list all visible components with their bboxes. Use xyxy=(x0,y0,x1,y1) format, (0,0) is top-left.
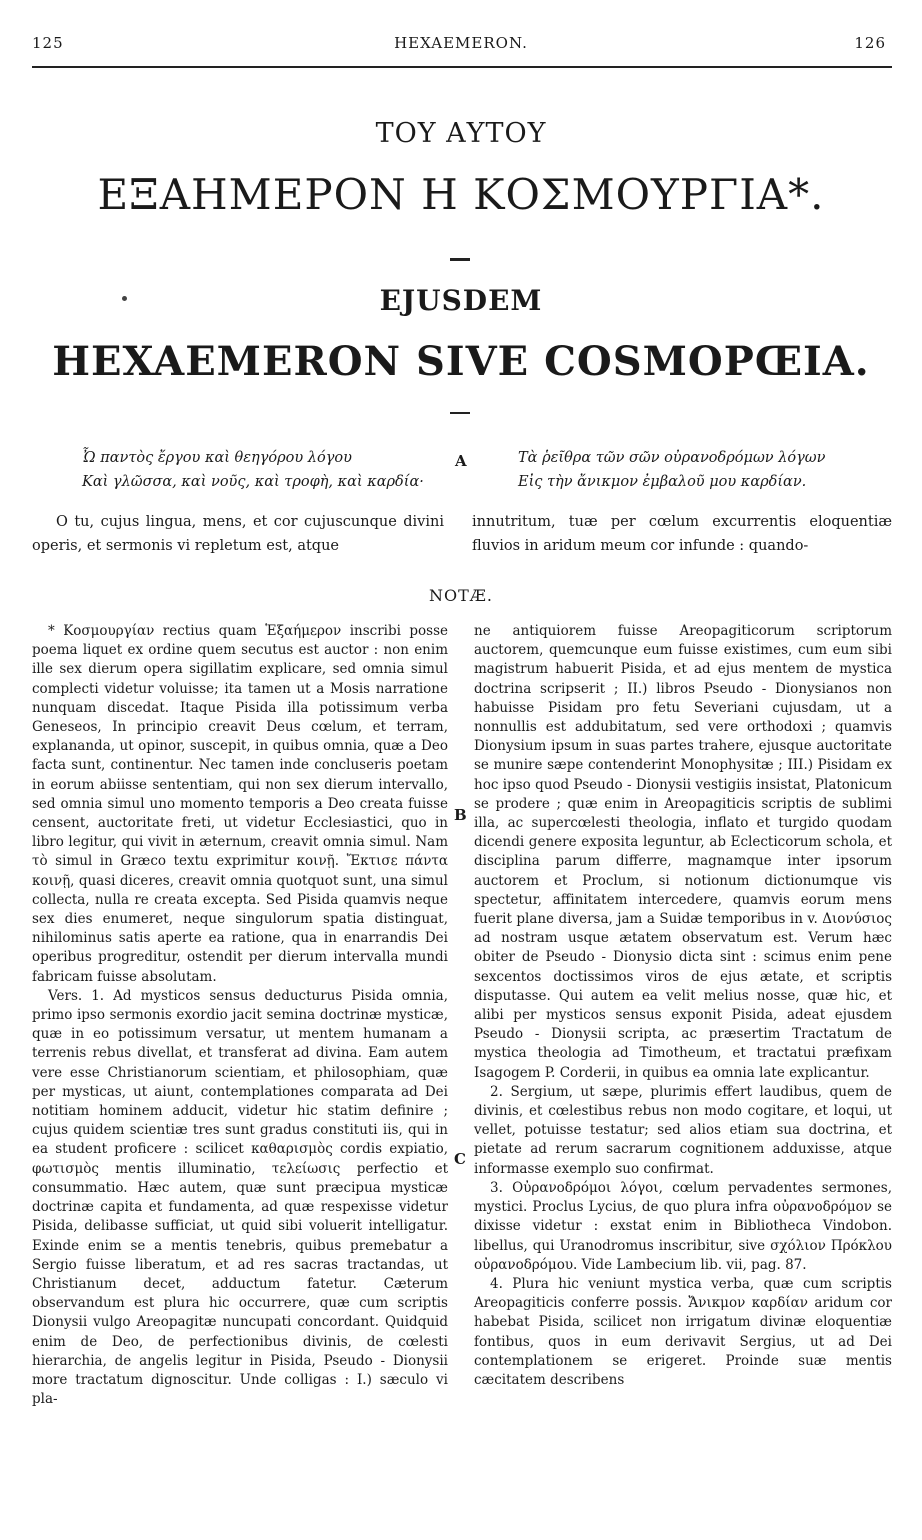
title-divider-2 xyxy=(450,412,470,414)
note-paragraph: Vers. 1. Ad mysticos sensus deducturus Pisida omnia, primo ipso sermonis exordio jacit semina doctrinæ mysticæ, quæ in eo potissimum versatur, ut mentem humanam a terrenis rebus divellat, et transferat ad divina. Eam autem vere esse Christianorum scientiam, et philosophiam, quæ per mysticas, ut aiunt, contemplationes comparata ad Dei notitiam hominem adducit, videtur hic statim definire ; cujus quidem scientiæ tres sunt gradus constituti iis, qui in ea student proficere : scilicet καθαρισμὸς cordis expiatio, φωτισμὸς mentis illuminatio, τελείωσις perfectio et consummatio. Hæc autem, quæ sunt præcipua mysticæ doctrinæ capita et fundamenta, ad quæ respexisse videtur Pisida, delibasse sufficiat, ut quid sibi voluerit intelligatur. Exinde enim se a mentis tenebris, quibus premebatur a Sergio fuisse liberatum, et ad res sacras tractandas, ut Christianum decet, adductum fatetur. Cæterum observandum est plura hic occurrere, quæ cum scriptis Dionysii vulgo Areopagitæ nuncupati concordant. Quidquid enim de Deo, de perfectionibus divinis, de cœlesti hierarchia, de angelis legitur in Pisida, Pseudo - Dionysii more tractatum dignoscitur. Unde colligas : I.) sæculo vi pla- xyxy=(32,987,448,1408)
greek-title-line2: ΕΞΑΗΜΕΡΟΝ Η ΚΟΣΜΟΥΡΓΙΑ*. xyxy=(97,170,825,219)
note-paragraph: 3. Οὐρανοδρόμοι λόγοι, cœlum pervadentes sermones, mystici. Proclus Lycius, de quo plura infra οὐρανοδρόμον se dixisse videtur : exstat enim in Bibliotheca Vindobon. libellus, qui Uranodromus inscribitur, sive σχόλιον Πρόκλου οὐρανοδρόμου. Vide Lambecium lib. vii, pag. 87. xyxy=(474,1179,892,1273)
notes-heading: NOTÆ. xyxy=(429,586,493,605)
greek-verse-right xyxy=(518,446,898,494)
latin-title-line1: EJUSDEM xyxy=(379,284,543,317)
margin-letter-b: B xyxy=(454,806,467,824)
margin-letter-c: C xyxy=(454,1150,466,1168)
greek-title-line1: ΤΟΥ ΑΥΤΟΥ xyxy=(375,118,547,149)
title-divider xyxy=(450,258,470,261)
page-number-left: 125 xyxy=(32,34,64,52)
latin-title-line2: HEXAEMERON SIVE COSMOPŒIA. xyxy=(52,338,870,385)
notes-column-right xyxy=(474,622,892,1390)
note-paragraph: * Κοσμουργίαν rectius quam Ἑξαήμερον inscribi posse poema liquet ex ordine quem secutus est auctor : non enim ille sex dierum opera sigillatim explicare, sed omnia simul complecti videtur voluisse; ita tamen ut a Mosis narratione nunquam discedat. Itaque Pisida illa potissimum verba Geneseos, In principio creavit Deus cœlum, et terram, explananda, ut opinor, suscepit, in quibus omnia, quæ a Deo facta sunt, continentur. Nec tamen inde concluseris poetam in eorum abiisse sententiam, qui non sex dierum intervallo, sed omnia simul uno momento temporis a Deo creata fuisse censent, auctoritate freti, ut videtur Ecclesiastici, quo in libro legitur, qui vivit in æternum, creavit omnia simul. Nam τὸ simul in Græco textu exprimitur κοινῇ. Ἔκτισε πάντα κοινῇ, quasi diceres, creavit omnia quotquot sunt, una simul collecta, nulla re creata excepta. Sed Pisida quamvis neque sex dies enumeret, neque singulorum spatia distinguat, nihilominus satis aperte ea ratione, qua in enarrandis Dei operibus progreditur, ostendit per dierum intervalla mundi fabricam fuisse absolutam. xyxy=(32,623,448,985)
running-header xyxy=(0,34,922,62)
note-paragraph: 4. Plura hic veniunt mystica verba, quæ cum scriptis Areopagiticis conferre possis. Ἄνικμον καρδίαν aridum cor habebat Pisida, scilicet non irrigatum divinæ eloquentiæ fontibus, quos in eum derivavit Sergius, ut ad Dei contemplationem se erigeret. Proinde suæ mentis cæcitatem describens xyxy=(474,1275,892,1388)
greek-verse-left xyxy=(82,446,462,494)
margin-letter-a: A xyxy=(455,452,467,470)
note-paragraph: ne antiquiorem fuisse Areopagiticorum scriptorum auctorem, quemcunque eum fuisse existimes, cum eum sibi magistrum habuerit Pisida, et ad ejus mentem de mystica doctrina scripserit ; II.) libros Pseudo - Dionysianos non habuisse Pisidam pro fetu Severiani cujusdam, ut a nonnullis est addubitatum, sed vere orthodoxi ; quamvis Dionysium ipsum in suas partes trahere, ejusque auctoritate se munire sæpe contenderint Monophysitæ ; III.) Pisidam ex hoc ipso quod Pseudo - Dionysii vestigiis insistat, Platonicum se prodere ; quæ enim in Areopagiticis scriptis de sublimi illa, ac supercœlesti theologia, inflato et turgido quodam dicendi genere exposita leguntur, ab Eclecticorum schola, et disciplina parum differre, magnamque inter ipsorum auctorem et Proclum, si notionum dictionumque vis spectetur, affinitatem intercedere, quamvis eorum mens fuerit plane diversa, jam a Suidæ temporibus in v. Διονύσιος ad nostram usque ætatem observatum est. Verum hæc obiter de Pseudo - Dionysio dicta sint : scimus enim pene sexcentos doctissimos viros de ejus ætate, et scriptis disputasse. Qui autem ea velit melius nosse, quæ hic, et alibi per mysticos sensus exponit Pisida, adeat ejusdem Pseudo - Dionysii scripta, ac præsertim Tractatum de mystica theologia ad Timotheum, et tractatui præfixam Isagogem P. Corderii, in quibus ea omnia late explicantur. xyxy=(474,623,892,1081)
verse-line: Τὰ ῥεῖθρα τῶν σῶν οὐρανοδρόμων λόγων xyxy=(518,450,826,466)
notes-column-left xyxy=(32,622,448,1409)
latin-translation-right: innutritum, tuæ per cœlum excurrentis eloquentiæ fluvios in aridum meum cor infunde : quando- xyxy=(472,514,892,554)
latin-translation-left: O tu, cujus lingua, mens, et cor cujuscunque divini operis, et sermonis vi repletum est, atque xyxy=(32,514,444,554)
page-number-right: 126 xyxy=(854,34,886,52)
running-title: HEXAEMERON. xyxy=(394,34,528,52)
note-paragraph: 2. Sergium, ut sæpe, plurimis effert laudibus, quem de divinis, et cœlestibus rebus non modo cogitare, et loqui, ut vellet, potuisse testatur; sed alios etiam sua doctrina, et pietate ad rerum sacrarum cognitionem adduxisse, atque informasse exemplo suo confirmat. xyxy=(474,1083,892,1177)
verse-line: Εἰς τὴν ἄνικμον ἐμβαλοῦ μου καρδίαν. xyxy=(518,474,807,490)
verse-line: Ὦ παντὸς ἔργου καὶ θεηγόρου λόγου xyxy=(82,450,352,466)
verse-line: Καὶ γλῶσσα, καὶ νοῦς, καὶ τροφὴ, καὶ καρδία· xyxy=(82,474,424,490)
header-rule xyxy=(32,66,892,68)
